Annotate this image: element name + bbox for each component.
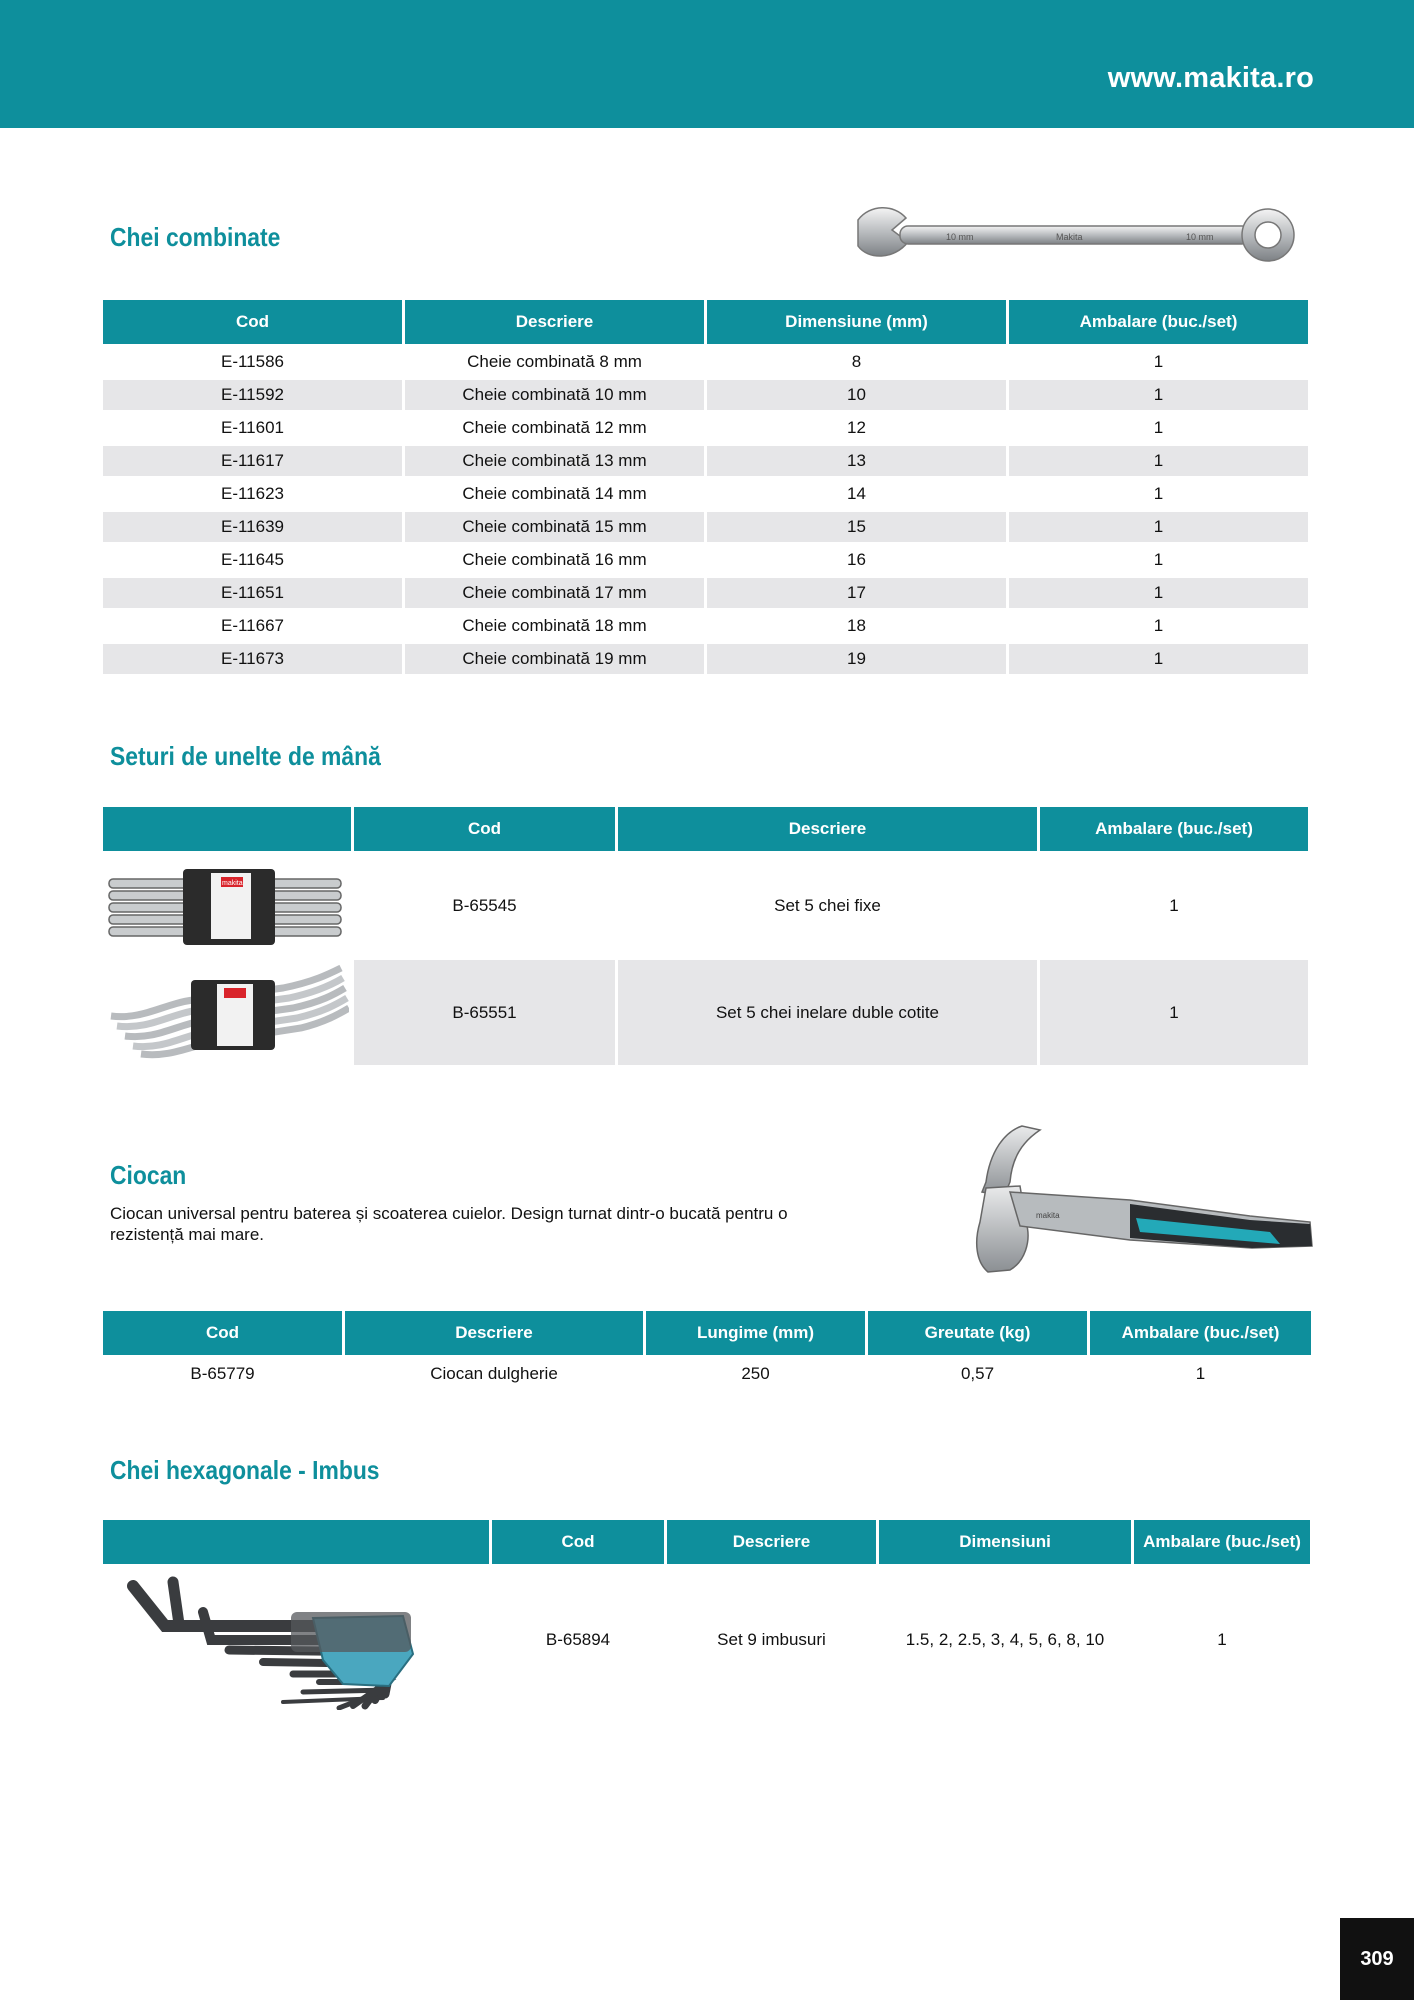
- hex-key-set-image: [103, 1564, 443, 1710]
- cell-cod: E-11667: [103, 608, 402, 641]
- cell-ambalare: 1: [1009, 410, 1308, 443]
- svg-text:makita: makita: [222, 880, 243, 887]
- cell-ambalare: 1: [1040, 851, 1308, 957]
- cell-dimensiune: 19: [707, 641, 1006, 674]
- table-row: [103, 476, 1308, 509]
- table-header-row: [103, 300, 1308, 344]
- hammer-description: Ciocan universal pentru baterea și scoaterea cuielor. Design turnat dintr-o bucată pentru o rezistență mai mare.: [110, 1204, 788, 1244]
- cell-dimensiune: 10: [707, 377, 1006, 410]
- site-url[interactable]: www.makita.ro: [1107, 62, 1314, 94]
- cell-ambalare: 1: [1009, 575, 1308, 608]
- cell-cod: B-65551: [354, 957, 615, 1065]
- cell-descriere: Cheie combinată 13 mm: [405, 443, 704, 476]
- cell-descriere: Set 9 imbusuri: [717, 1629, 826, 1649]
- column-header-descriere: Descriere: [667, 1520, 876, 1564]
- cell-cod: B-65779: [190, 1364, 255, 1383]
- column-header-descriere: Descriere: [405, 300, 704, 344]
- section-title-hammer: Ciocan: [110, 1160, 187, 1190]
- table-row: [103, 542, 1308, 575]
- table-header-row: [103, 807, 1308, 851]
- cell-descriere: Set 5 chei inelare duble cotite: [618, 957, 1037, 1065]
- svg-text:10 mm: 10 mm: [1186, 232, 1214, 242]
- table-row: [103, 608, 1308, 641]
- cell-ambalare: 1: [1009, 641, 1308, 674]
- cell-dimensiune: 13: [707, 443, 1006, 476]
- cell-descriere: Cheie combinată 10 mm: [405, 377, 704, 410]
- table-row: [103, 575, 1308, 608]
- cell-dimensiuni: 1.5, 2, 2.5, 3, 4, 5, 6, 8, 10: [905, 1629, 1105, 1649]
- cell-descriere: Cheie combinată 16 mm: [405, 542, 704, 575]
- column-header-ambalare: Ambalare (buc./set): [1040, 807, 1308, 851]
- cell-cod: E-11645: [103, 542, 402, 575]
- cell-ambalare: 1: [1009, 476, 1308, 509]
- cell-ambalare: 1: [1009, 509, 1308, 542]
- column-header-ambalare: Ambalare (buc./set): [1009, 300, 1308, 344]
- cell-ambalare: 1: [1009, 608, 1308, 641]
- cell-cod: B-65894: [545, 1629, 611, 1649]
- svg-text:makita: makita: [1036, 1211, 1060, 1220]
- hex-keys-table: [100, 1520, 1313, 1715]
- svg-text:10 mm: 10 mm: [946, 232, 974, 242]
- column-header-image: [103, 807, 351, 851]
- cell-dimensiune: 14: [707, 476, 1006, 509]
- section-title-combination-wrenches: Chei combinate: [110, 222, 281, 252]
- cell-descriere: Cheie combinată 18 mm: [405, 608, 704, 641]
- cell-descriere: Set 5 chei fixe: [618, 851, 1037, 957]
- hand-tool-sets-table: [100, 807, 1311, 1065]
- cell-dimensiune: 18: [707, 608, 1006, 641]
- cell-cod: E-11639: [103, 509, 402, 542]
- section-title-hex-keys: Chei hexagonale - Imbus: [110, 1455, 380, 1485]
- column-header-cod: Cod: [103, 300, 402, 344]
- column-header-cod: Cod: [492, 1520, 664, 1564]
- table-row: [103, 957, 1308, 1065]
- cell-dimensiune: 15: [707, 509, 1006, 542]
- cell-cod: E-11673: [103, 641, 402, 674]
- svg-text:Makita: Makita: [1056, 232, 1083, 242]
- cell-cod: E-11623: [103, 476, 402, 509]
- column-header-descriere: Descriere: [618, 807, 1037, 851]
- cell-descriere: Cheie combinată 19 mm: [405, 641, 704, 674]
- table-row: [103, 851, 1308, 957]
- hammer-image: [940, 1122, 1314, 1278]
- cell-descriere: Cheie combinată 17 mm: [405, 575, 704, 608]
- table-header-row: [103, 1520, 1310, 1564]
- cell-descriere: Cheie combinată 14 mm: [405, 476, 704, 509]
- cell-ambalare: 1: [1009, 542, 1308, 575]
- cell-descriere: Ciocan dulgherie: [430, 1364, 558, 1383]
- column-header-cod: Cod: [103, 1311, 342, 1355]
- header-bar: [0, 0, 1414, 128]
- section-title-hand-tool-sets: Seturi de unelte de mână: [110, 741, 381, 771]
- combination-wrenches-table: [100, 300, 1311, 674]
- table-row: [103, 344, 1308, 377]
- column-header-descriere: Descriere: [345, 1311, 643, 1355]
- combination-wrench-image: [848, 202, 1308, 268]
- cell-dimensiune: 12: [707, 410, 1006, 443]
- column-header-ambalare: Ambalare (buc./set): [1090, 1311, 1311, 1355]
- cell-ambalare: 1: [1009, 443, 1308, 476]
- hammer-table: [100, 1311, 1314, 1393]
- cell-greutate: 0,57: [960, 1364, 995, 1383]
- table-row: [103, 509, 1308, 542]
- table-row: [103, 377, 1308, 410]
- cell-cod: B-65545: [354, 851, 615, 957]
- cell-ambalare: 1: [1009, 377, 1308, 410]
- cell-dimensiune: 17: [707, 575, 1006, 608]
- column-header-ambalare: Ambalare (buc./set): [1134, 1520, 1310, 1564]
- column-header-greutate: Greutate (kg): [868, 1311, 1087, 1355]
- cell-cod: E-11617: [103, 443, 402, 476]
- column-header-lungime: Lungime (mm): [646, 1311, 865, 1355]
- cell-dimensiune: 16: [707, 542, 1006, 575]
- cell-descriere: Cheie combinată 8 mm: [405, 344, 704, 377]
- cell-ambalare: 1: [1009, 344, 1308, 377]
- table-header-row: [103, 1311, 1311, 1355]
- cell-image: [103, 957, 351, 1065]
- table-row: [103, 1355, 1311, 1393]
- cell-ambalare: 1: [1040, 957, 1308, 1065]
- cell-lungime: 250: [741, 1364, 770, 1383]
- column-header-dimensiuni: Dimensiuni: [879, 1520, 1131, 1564]
- cell-image: [103, 1564, 489, 1715]
- ring-wrench-set-image: [103, 960, 349, 1060]
- cell-cod: E-11592: [103, 377, 402, 410]
- cell-cod: E-11601: [103, 410, 402, 443]
- table-row: [103, 410, 1308, 443]
- column-header-dimensiune: Dimensiune (mm): [707, 300, 1006, 344]
- cell-dimensiune: 8: [707, 344, 1006, 377]
- column-header-image: [103, 1520, 489, 1564]
- table-row: [103, 1564, 1310, 1715]
- cell-cod: E-11651: [103, 575, 402, 608]
- cell-ambalare: 1: [1217, 1629, 1227, 1649]
- cell-image: [103, 851, 351, 957]
- page-number: 309: [1340, 1918, 1414, 2000]
- column-header-cod: Cod: [354, 807, 615, 851]
- cell-cod: E-11586: [103, 344, 402, 377]
- table-row: [103, 443, 1308, 476]
- cell-descriere: Cheie combinată 15 mm: [405, 509, 704, 542]
- wrench-set-image: [103, 857, 349, 949]
- table-row: [103, 641, 1308, 674]
- cell-descriere: Cheie combinată 12 mm: [405, 410, 704, 443]
- cell-ambalare: 1: [1195, 1364, 1206, 1383]
